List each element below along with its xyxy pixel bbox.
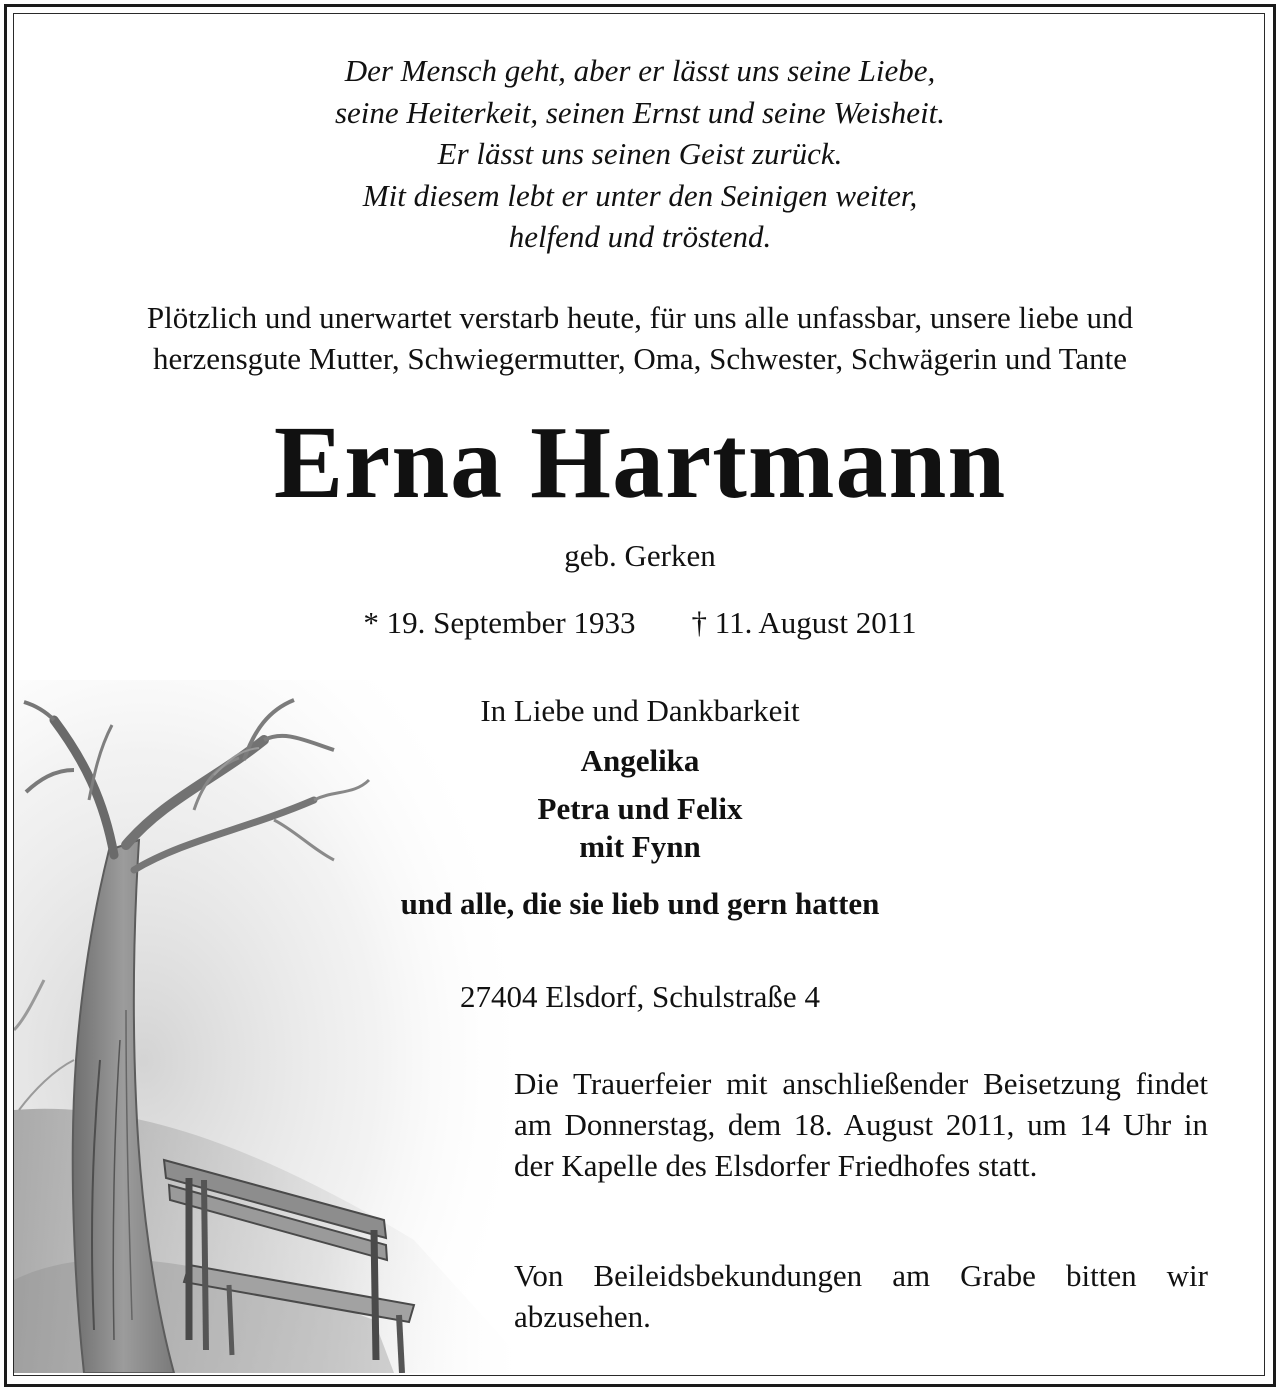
family-member: mit Fynn bbox=[579, 829, 701, 864]
poem-line: Mit diesem lebt er unter den Seinigen weiter, bbox=[362, 177, 918, 213]
condolence-note: Von Beileidsbekundungen am Grabe bitten wir abzusehen. bbox=[514, 1258, 1208, 1334]
family-members bbox=[0, 790, 1280, 866]
poem-line: Der Mensch geht, aber er lässt uns seine Liebe, bbox=[344, 53, 936, 88]
announcement-intro bbox=[0, 297, 1280, 379]
life-dates bbox=[0, 603, 1280, 643]
tree-and-bench-illustration bbox=[14, 680, 534, 1373]
poem-line: Er lässt uns seinen Geist zurück. bbox=[437, 136, 843, 171]
poem-line: helfend und tröstend. bbox=[508, 219, 772, 254]
family-others: und alle, die sie lieb und gern hatten bbox=[400, 886, 880, 921]
memorial-poem bbox=[0, 50, 1280, 258]
death-date: † 11. August 2011 bbox=[691, 605, 917, 640]
family-address: 27404 Elsdorf, Schulstraße 4 bbox=[460, 979, 820, 1014]
intro-line: herzensgute Mutter, Schwiegermutter, Oma, Schwester, Schwägerin und Tante bbox=[152, 341, 1128, 376]
deceased-name: Erna Hartmann bbox=[273, 405, 1007, 520]
funeral-details: Die Trauerfeier mit anschließender Beisetzung findet am Donnerstag, dem 18. August 2011, um 14 Uhr in der Kapelle des Elsdorfer Friedhofes statt. bbox=[514, 1066, 1208, 1183]
dedication: In Liebe und Dankbarkeit bbox=[480, 693, 800, 728]
family-member: Petra und Felix bbox=[537, 791, 743, 826]
maiden-name: geb. Gerken bbox=[564, 538, 716, 573]
birth-date: * 19. September 1933 bbox=[363, 605, 636, 640]
family-member: Angelika bbox=[580, 743, 700, 778]
poem-line: seine Heiterkeit, seinen Ernst und seine Weisheit. bbox=[334, 94, 946, 130]
intro-line: Plötzlich und unerwartet verstarb heute, für uns alle unfassbar, unsere liebe und bbox=[146, 300, 1134, 335]
